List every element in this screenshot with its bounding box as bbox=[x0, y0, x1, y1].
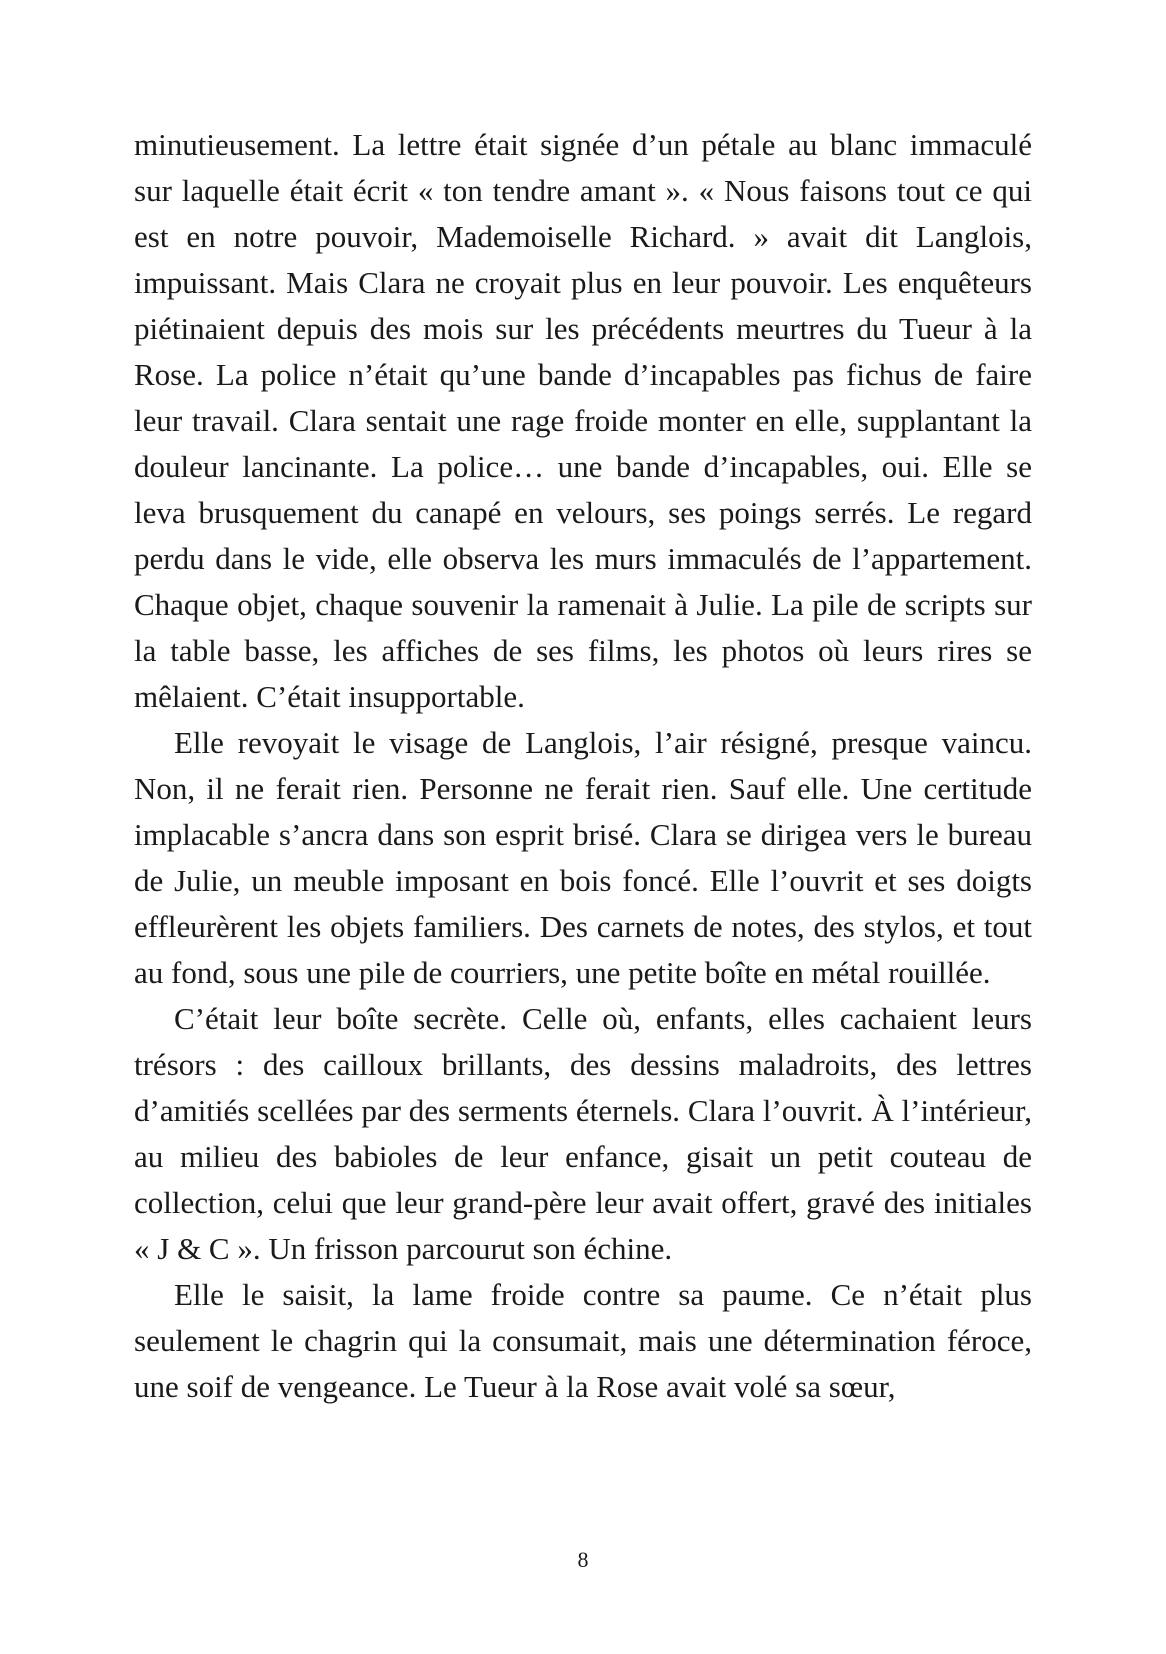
paragraph-3: C’était leur boîte secrète. Celle où, enfants, elles cachaient leurs trésors : des cailloux brillants, des dessins maladroits, des lettres d’amitiés scellées par des serments éternels. Clara l’ouvrit. À l’intérieur, au milieu des babioles de leur enfance, gisait un petit couteau de collection, celui que leur grand-père leur avait offert, gravé des initiales « J & C ». Un frisson parcourut son échine. bbox=[134, 1001, 1032, 1266]
paragraph-2: Elle revoyait le visage de Langlois, l’air résigné, presque vaincu. Non, il ne ferait rien. Personne ne ferait rien. Sauf elle. Une certitude implacable s’ancra dans son esprit brisé. Clara se dirigea vers le bureau de Julie, un meuble imposant en bois foncé. Elle l’ouvrit et ses doigts effleurèrent les objets familiers. Des carnets de notes, des stylos, et tout au fond, sous une pile de courriers, une petite boîte en métal rouillée. bbox=[134, 725, 1032, 990]
page-number: 8 bbox=[577, 1547, 589, 1572]
paragraph-4: Elle le saisit, la lame froide contre sa paume. Ce n’était plus seulement le chagrin qui la consumait, mais une détermination féroce, une soif de vengeance. Le Tueur à la Rose avait volé sa sœur, bbox=[134, 1277, 1032, 1404]
paragraph-1: minutieusement. La lettre était signée d’un pétale au blanc immaculé sur laquelle était écrit « ton tendre amant ». « Nous faisons tout ce qui est en notre pouvoir, Mademoiselle Richard. » avait dit Langlois, impuissant. Mais Clara ne croyait plus en leur pouvoir. Les enquêteurs piétinaient depuis des mois sur les précédents meurtres du Tueur à la Rose. La police n’était qu’une bande d’incapables pas fichus de faire leur travail. Clara sentait une rage froide monter en elle, supplantant la douleur lancinante. La police… une bande d’incapables, oui. Elle se leva brusquement du canapé en velours, ses poings serrés. Le regard perdu dans le vide, elle observa les murs immaculés de l’appartement. Chaque objet, chaque souvenir la ramenait à Julie. La pile de scripts sur la table basse, les affiches de ses films, les photos où leurs rires se mêlaient. C’était insupportable. bbox=[134, 127, 1032, 714]
body-text bbox=[134, 122, 1032, 1410]
